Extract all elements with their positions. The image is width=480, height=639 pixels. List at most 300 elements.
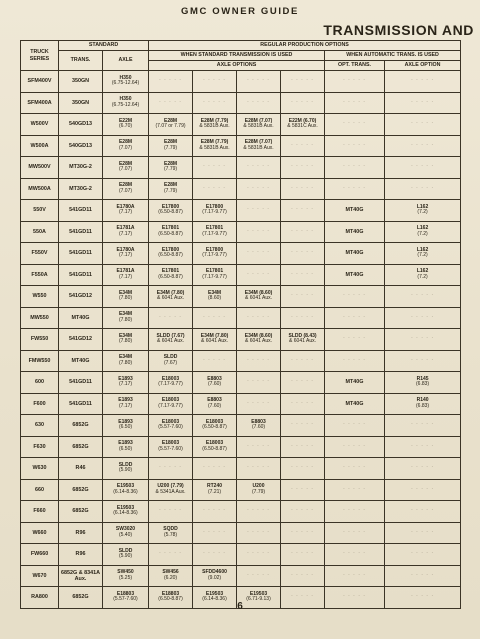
truck-series-cell: F660 xyxy=(21,501,59,523)
cell-value: E18003 xyxy=(161,397,180,403)
table-row xyxy=(21,522,461,544)
axle-cell xyxy=(103,243,149,265)
axle-option-cell xyxy=(149,286,193,308)
cell-ratio: (7.79) xyxy=(251,488,266,495)
cell-value: SLDD xyxy=(163,354,178,360)
opt-trans-cell xyxy=(325,329,385,351)
opt-trans-cell xyxy=(325,415,385,437)
table-row xyxy=(21,544,461,566)
cell-value: E17801 xyxy=(161,268,180,274)
axle-option-cell xyxy=(193,114,237,136)
axle-cell xyxy=(103,286,149,308)
auto-axle-option-cell xyxy=(385,157,461,179)
table-row xyxy=(21,157,461,179)
header-when-automatic: WHEN AUTOMATIC TRANS. IS USED xyxy=(325,51,461,61)
cell-ratio: (7.80) xyxy=(118,295,133,302)
cell-value: E28M xyxy=(118,139,133,145)
cell-ratio: (7.17) xyxy=(118,252,133,259)
axle-option-cell xyxy=(281,264,325,286)
axle-option-cell xyxy=(193,501,237,523)
axle-cell xyxy=(103,415,149,437)
axle-option-cell xyxy=(237,307,281,329)
empty-mark: · · · · · xyxy=(411,464,434,471)
cell-ratio: (7.17) xyxy=(118,402,133,409)
axle-option-cell xyxy=(149,329,193,351)
cell-ratio: (7.60) xyxy=(207,402,222,409)
axle-option-cell xyxy=(281,393,325,415)
empty-mark: · · · · · xyxy=(291,141,314,148)
table-row xyxy=(21,458,461,480)
empty-mark: · · · · · xyxy=(343,292,366,299)
cell-value: L162 xyxy=(416,268,429,274)
empty-mark: · · · · · xyxy=(203,356,226,363)
trans-cell: 541GD11 xyxy=(59,264,103,286)
cell-value: E17801 xyxy=(205,225,224,231)
cell-ratio: (7.79) xyxy=(163,166,178,173)
empty-mark: · · · · · xyxy=(291,593,314,600)
empty-mark: · · · · · xyxy=(411,528,434,535)
axle-option-cell xyxy=(281,350,325,372)
trans-cell: 541GD12 xyxy=(59,286,103,308)
cell-value: E17801 xyxy=(161,225,180,231)
axle-option-cell xyxy=(193,178,237,200)
empty-mark: · · · · · xyxy=(291,571,314,578)
table-row xyxy=(21,71,461,93)
table-row xyxy=(21,264,461,286)
axle-option-cell xyxy=(237,264,281,286)
truck-series-cell: F600 xyxy=(21,393,59,415)
trans-cell: 541GD11 xyxy=(59,200,103,222)
axle-cell xyxy=(103,544,149,566)
opt-trans-cell: MT40G xyxy=(325,264,385,286)
empty-mark: · · · · · xyxy=(411,313,434,320)
auto-axle-option-cell xyxy=(385,264,461,286)
axle-option-cell xyxy=(281,71,325,93)
empty-mark: · · · · · xyxy=(203,464,226,471)
empty-mark: · · · · · xyxy=(291,184,314,191)
axle-cell xyxy=(103,307,149,329)
table-row xyxy=(21,329,461,351)
auto-axle-option-cell xyxy=(385,114,461,136)
axle-option-cell xyxy=(193,372,237,394)
header-truck-series: TRUCK SERIES xyxy=(21,41,59,71)
page-number: 6 xyxy=(237,601,243,612)
cell-value: E19503 xyxy=(116,483,135,489)
cell-value: E34M xyxy=(118,311,133,317)
empty-mark: · · · · · xyxy=(411,292,434,299)
axle-cell xyxy=(103,178,149,200)
cell-value: E18003 xyxy=(161,418,180,425)
cell-ratio: (7.17) xyxy=(118,230,133,237)
empty-mark: · · · · · xyxy=(159,550,182,557)
truck-series-cell: SFM400A xyxy=(21,92,59,114)
cell-ratio: (7.17-9.77) xyxy=(202,230,227,237)
auto-axle-option-cell xyxy=(385,350,461,372)
empty-mark: · · · · · xyxy=(411,98,434,105)
header-standard: STANDARD xyxy=(59,41,149,51)
axle-option-cell xyxy=(149,393,193,415)
axle-option-cell xyxy=(149,157,193,179)
cell-ratio: (7.17-9.77) xyxy=(158,402,183,409)
table-row xyxy=(21,221,461,243)
empty-mark: · · · · · xyxy=(343,593,366,600)
empty-mark: · · · · · xyxy=(291,378,314,385)
cell-ratio: (7.79) xyxy=(163,187,178,194)
axle-option-cell xyxy=(149,458,193,480)
header-opt-trans: OPT. TRANS. xyxy=(325,61,385,71)
trans-cell: MT30G-2 xyxy=(59,178,103,200)
axle-option-cell xyxy=(281,200,325,222)
cell-value: L162 xyxy=(416,225,429,231)
truck-series-cell: FMW550 xyxy=(21,350,59,372)
cell-ratio: (5.40) xyxy=(118,531,133,538)
header-regular-production-options: REGULAR PRODUCTION OPTIONS xyxy=(149,41,461,51)
truck-series-cell: W670 xyxy=(21,565,59,587)
truck-series-cell: F550V xyxy=(21,243,59,265)
axle-option-cell xyxy=(149,92,193,114)
empty-mark: · · · · · xyxy=(343,313,366,320)
auto-axle-option-cell xyxy=(385,286,461,308)
trans-cell: 541GD11 xyxy=(59,393,103,415)
cell-ratio: (7.17) xyxy=(118,273,133,280)
empty-mark: · · · · · xyxy=(343,464,366,471)
axle-option-cell xyxy=(237,565,281,587)
trans-cell: MT40G xyxy=(59,307,103,329)
opt-trans-cell xyxy=(325,71,385,93)
cell-value: L162 xyxy=(416,246,429,253)
truck-series-cell: W660 xyxy=(21,522,59,544)
cell-ratio: (6.20) xyxy=(163,574,178,581)
cell-ratio: (6.50-8.87) xyxy=(202,424,227,431)
cell-value: E1893 xyxy=(118,397,133,403)
truck-series-cell: FW550 xyxy=(21,329,59,351)
axle-option-cell xyxy=(281,415,325,437)
cell-ratio: (6.75-12.64) xyxy=(111,101,140,108)
cell-value: E19503 xyxy=(249,590,268,597)
table-body xyxy=(21,71,461,609)
opt-trans-cell xyxy=(325,350,385,372)
cell-ratio: (7.2) xyxy=(417,273,428,280)
axle-option-cell xyxy=(193,200,237,222)
truck-series-cell: MW500A xyxy=(21,178,59,200)
auto-axle-option-cell xyxy=(385,415,461,437)
opt-trans-cell xyxy=(325,135,385,157)
axle-option-cell xyxy=(237,114,281,136)
truck-series-cell: W500V xyxy=(21,114,59,136)
opt-trans-cell xyxy=(325,92,385,114)
empty-mark: · · · · · xyxy=(203,184,226,191)
auto-axle-option-cell xyxy=(385,92,461,114)
empty-mark: · · · · · xyxy=(343,485,366,492)
cell-ratio: (5.25) xyxy=(118,574,133,581)
cell-ratio: (7.17-9.77) xyxy=(202,209,227,216)
empty-mark: · · · · · xyxy=(291,249,314,256)
axle-cell xyxy=(103,329,149,351)
table-row xyxy=(21,286,461,308)
trans-cell: 6852G xyxy=(59,436,103,458)
empty-mark: · · · · · xyxy=(411,141,434,148)
cell-value: E34M xyxy=(118,354,133,360)
truck-series-cell: RA800 xyxy=(21,587,59,609)
axle-option-cell xyxy=(237,135,281,157)
empty-mark: · · · · · xyxy=(291,227,314,234)
cell-value: E28M xyxy=(163,182,178,188)
cell-ratio: (6.14-8.36) xyxy=(113,488,138,495)
axle-option-cell xyxy=(281,522,325,544)
axle-option-cell xyxy=(237,178,281,200)
opt-trans-cell xyxy=(325,178,385,200)
empty-mark: · · · · · xyxy=(159,98,182,105)
cell-ratio: & 6041 Aux. xyxy=(201,338,228,345)
axle-option-cell xyxy=(193,71,237,93)
axle-cell xyxy=(103,264,149,286)
cell-ratio: (7.17) xyxy=(118,381,133,388)
auto-axle-option-cell xyxy=(385,393,461,415)
empty-mark: · · · · · xyxy=(343,163,366,170)
empty-mark: · · · · · xyxy=(411,571,434,578)
empty-mark: · · · · · xyxy=(343,335,366,342)
opt-trans-cell xyxy=(325,458,385,480)
section-title: TRANSMISSION AND xyxy=(323,22,474,38)
axle-option-cell xyxy=(193,565,237,587)
axle-option-cell xyxy=(281,544,325,566)
axle-option-cell xyxy=(149,544,193,566)
cell-value: E28M xyxy=(118,182,133,188)
cell-value: E17800 xyxy=(205,203,224,210)
empty-mark: · · · · · xyxy=(247,270,270,277)
cell-ratio: (6.50-8.87) xyxy=(158,252,183,259)
cell-value: E34M (7.80) xyxy=(156,289,185,296)
axle-option-cell xyxy=(193,522,237,544)
truck-series-cell: F630 xyxy=(21,436,59,458)
auto-axle-option-cell xyxy=(385,436,461,458)
cell-value: E28M xyxy=(163,139,178,145)
truck-series-cell: FW660 xyxy=(21,544,59,566)
axle-cell xyxy=(103,501,149,523)
empty-mark: · · · · · xyxy=(411,593,434,600)
axle-option-cell xyxy=(149,307,193,329)
trans-cell: R96 xyxy=(59,544,103,566)
cell-ratio: (5.57-7.60) xyxy=(113,596,138,603)
axle-option-cell xyxy=(193,415,237,437)
empty-mark: · · · · · xyxy=(343,528,366,535)
trans-cell: 6852G xyxy=(59,479,103,501)
auto-axle-option-cell xyxy=(385,71,461,93)
axle-option-cell xyxy=(193,436,237,458)
opt-trans-cell: MT40G xyxy=(325,200,385,222)
empty-mark: · · · · · xyxy=(291,507,314,514)
trans-cell: 540GD13 xyxy=(59,114,103,136)
cell-ratio: & 5831B Aux. xyxy=(243,144,274,151)
empty-mark: · · · · · xyxy=(291,485,314,492)
axle-option-cell xyxy=(193,286,237,308)
empty-mark: · · · · · xyxy=(291,163,314,170)
cell-value: E8803 xyxy=(207,375,222,382)
opt-trans-cell xyxy=(325,522,385,544)
cell-ratio: (7.2) xyxy=(417,209,428,216)
table-row xyxy=(21,114,461,136)
truck-series-cell: 660 xyxy=(21,479,59,501)
cell-ratio: (7.07) xyxy=(118,144,133,151)
empty-mark: · · · · · xyxy=(247,528,270,535)
axle-option-cell xyxy=(149,264,193,286)
cell-value: E34M (8.60) xyxy=(244,332,273,339)
cell-value: E1893 xyxy=(118,418,133,425)
cell-ratio: (7.07) xyxy=(118,166,133,173)
cell-ratio: (7.2) xyxy=(417,252,428,259)
empty-mark: · · · · · xyxy=(411,485,434,492)
axle-option-cell xyxy=(281,157,325,179)
auto-axle-option-cell xyxy=(385,372,461,394)
trans-cell: 6852G & 8341A Aux. xyxy=(59,565,103,587)
empty-mark: · · · · · xyxy=(291,98,314,105)
empty-mark: · · · · · xyxy=(343,550,366,557)
empty-mark: · · · · · xyxy=(411,120,434,127)
opt-trans-cell xyxy=(325,157,385,179)
axle-option-cell xyxy=(237,329,281,351)
cell-ratio: (6.14-8.36) xyxy=(202,596,227,603)
empty-mark: · · · · · xyxy=(291,528,314,535)
empty-mark: · · · · · xyxy=(247,206,270,213)
empty-mark: · · · · · xyxy=(291,313,314,320)
axle-option-cell xyxy=(237,71,281,93)
empty-mark: · · · · · xyxy=(247,356,270,363)
table-row xyxy=(21,200,461,222)
cell-value: E18803 xyxy=(116,590,135,597)
cell-value: E28M (7.79) xyxy=(200,139,229,145)
trans-cell: 6852G xyxy=(59,587,103,609)
cell-value: E28M xyxy=(163,117,178,124)
auto-axle-option-cell xyxy=(385,522,461,544)
cell-value: E18003 xyxy=(205,440,224,446)
cell-ratio: (7.07) xyxy=(118,187,133,194)
table-row xyxy=(21,350,461,372)
cell-value: E1893 xyxy=(118,440,133,446)
cell-value: E17800 xyxy=(205,246,224,253)
axle-option-cell xyxy=(193,135,237,157)
axle-option-cell xyxy=(237,157,281,179)
cell-value: E22M xyxy=(118,117,133,124)
axle-cell xyxy=(103,479,149,501)
cell-ratio: & 5831B Aux. xyxy=(199,123,230,130)
trans-cell: 6852G xyxy=(59,501,103,523)
empty-mark: · · · · · xyxy=(411,335,434,342)
axle-option-cell xyxy=(237,436,281,458)
empty-mark: · · · · · xyxy=(291,550,314,557)
axle-cell xyxy=(103,372,149,394)
cell-ratio: (6.71-9.13) xyxy=(246,596,271,603)
cell-ratio: (7.60) xyxy=(207,381,222,388)
opt-trans-cell xyxy=(325,436,385,458)
axle-option-cell xyxy=(193,243,237,265)
cell-value: E34M xyxy=(207,289,222,296)
auto-axle-option-cell xyxy=(385,458,461,480)
cell-value: E18803 xyxy=(161,590,180,597)
empty-mark: · · · · · xyxy=(411,507,434,514)
cell-value: RT240 xyxy=(207,483,223,489)
cell-value: E28M (7.07) xyxy=(244,139,273,145)
axle-option-cell xyxy=(193,479,237,501)
axle-option-cell xyxy=(149,350,193,372)
cell-value: E22M (6.70) xyxy=(288,117,317,124)
cell-ratio: (6.75-12.64) xyxy=(111,80,140,87)
cell-value: E8803 xyxy=(251,418,266,425)
empty-mark: · · · · · xyxy=(343,442,366,449)
header-when-standard: WHEN STANDARD TRANSMISSION IS USED xyxy=(149,51,325,61)
axle-option-cell xyxy=(237,458,281,480)
axle-option-cell xyxy=(149,372,193,394)
axle-option-cell xyxy=(281,243,325,265)
truck-series-cell: W550 xyxy=(21,286,59,308)
cell-value: L162 xyxy=(416,203,429,210)
cell-value: SLDD xyxy=(118,547,133,554)
cell-ratio: & 5831B Aux. xyxy=(199,144,230,151)
empty-mark: · · · · · xyxy=(203,550,226,557)
axle-option-cell xyxy=(281,178,325,200)
cell-value: SLDD xyxy=(118,461,133,468)
auto-axle-option-cell xyxy=(385,221,461,243)
axle-cell xyxy=(103,71,149,93)
axle-option-cell xyxy=(237,372,281,394)
opt-trans-cell: MT40G xyxy=(325,393,385,415)
axle-option-cell xyxy=(237,522,281,544)
table-row xyxy=(21,178,461,200)
axle-option-cell xyxy=(193,264,237,286)
table-row xyxy=(21,92,461,114)
axle-cell xyxy=(103,522,149,544)
trans-cell: R46 xyxy=(59,458,103,480)
opt-trans-cell xyxy=(325,544,385,566)
opt-trans-cell xyxy=(325,114,385,136)
axle-option-cell xyxy=(281,92,325,114)
axle-option-cell xyxy=(149,243,193,265)
cell-value: E1780A xyxy=(116,246,135,253)
empty-mark: · · · · · xyxy=(247,184,270,191)
trans-cell: R96 xyxy=(59,522,103,544)
cell-ratio: (6.50-8.87) xyxy=(202,445,227,452)
empty-mark: · · · · · xyxy=(343,507,366,514)
cell-value: E18003 xyxy=(161,440,180,446)
empty-mark: · · · · · xyxy=(203,507,226,514)
cell-ratio: (7.17-9.77) xyxy=(158,381,183,388)
cell-value: E17801 xyxy=(205,268,224,274)
axle-option-cell xyxy=(237,479,281,501)
cell-value: E28M (7.79) xyxy=(200,117,229,124)
empty-mark: · · · · · xyxy=(291,464,314,471)
cell-value: H350 xyxy=(119,74,132,81)
cell-ratio: (5.57-7.60) xyxy=(158,424,183,431)
truck-series-cell: 550A xyxy=(21,221,59,243)
cell-ratio: (7.17) xyxy=(118,209,133,216)
empty-mark: · · · · · xyxy=(247,399,270,406)
cell-value: E34M xyxy=(118,332,133,339)
axle-option-cell xyxy=(237,243,281,265)
cell-ratio: (7.80) xyxy=(118,338,133,345)
empty-mark: · · · · · xyxy=(159,77,182,84)
cell-value: SFDD4600 xyxy=(202,569,227,575)
axle-option-cell xyxy=(193,307,237,329)
cell-ratio: & 6041 Aux. xyxy=(157,295,184,302)
axle-option-cell xyxy=(149,114,193,136)
axle-option-cell xyxy=(149,522,193,544)
empty-mark: · · · · · xyxy=(343,120,366,127)
cell-ratio: (7.67) xyxy=(163,359,178,366)
cell-value: H350 xyxy=(119,96,132,102)
truck-series-cell: 600 xyxy=(21,372,59,394)
axle-option-cell xyxy=(149,178,193,200)
cell-ratio: (6.50-8.87) xyxy=(158,596,183,603)
header-axle-options: AXLE OPTIONS xyxy=(149,61,325,71)
